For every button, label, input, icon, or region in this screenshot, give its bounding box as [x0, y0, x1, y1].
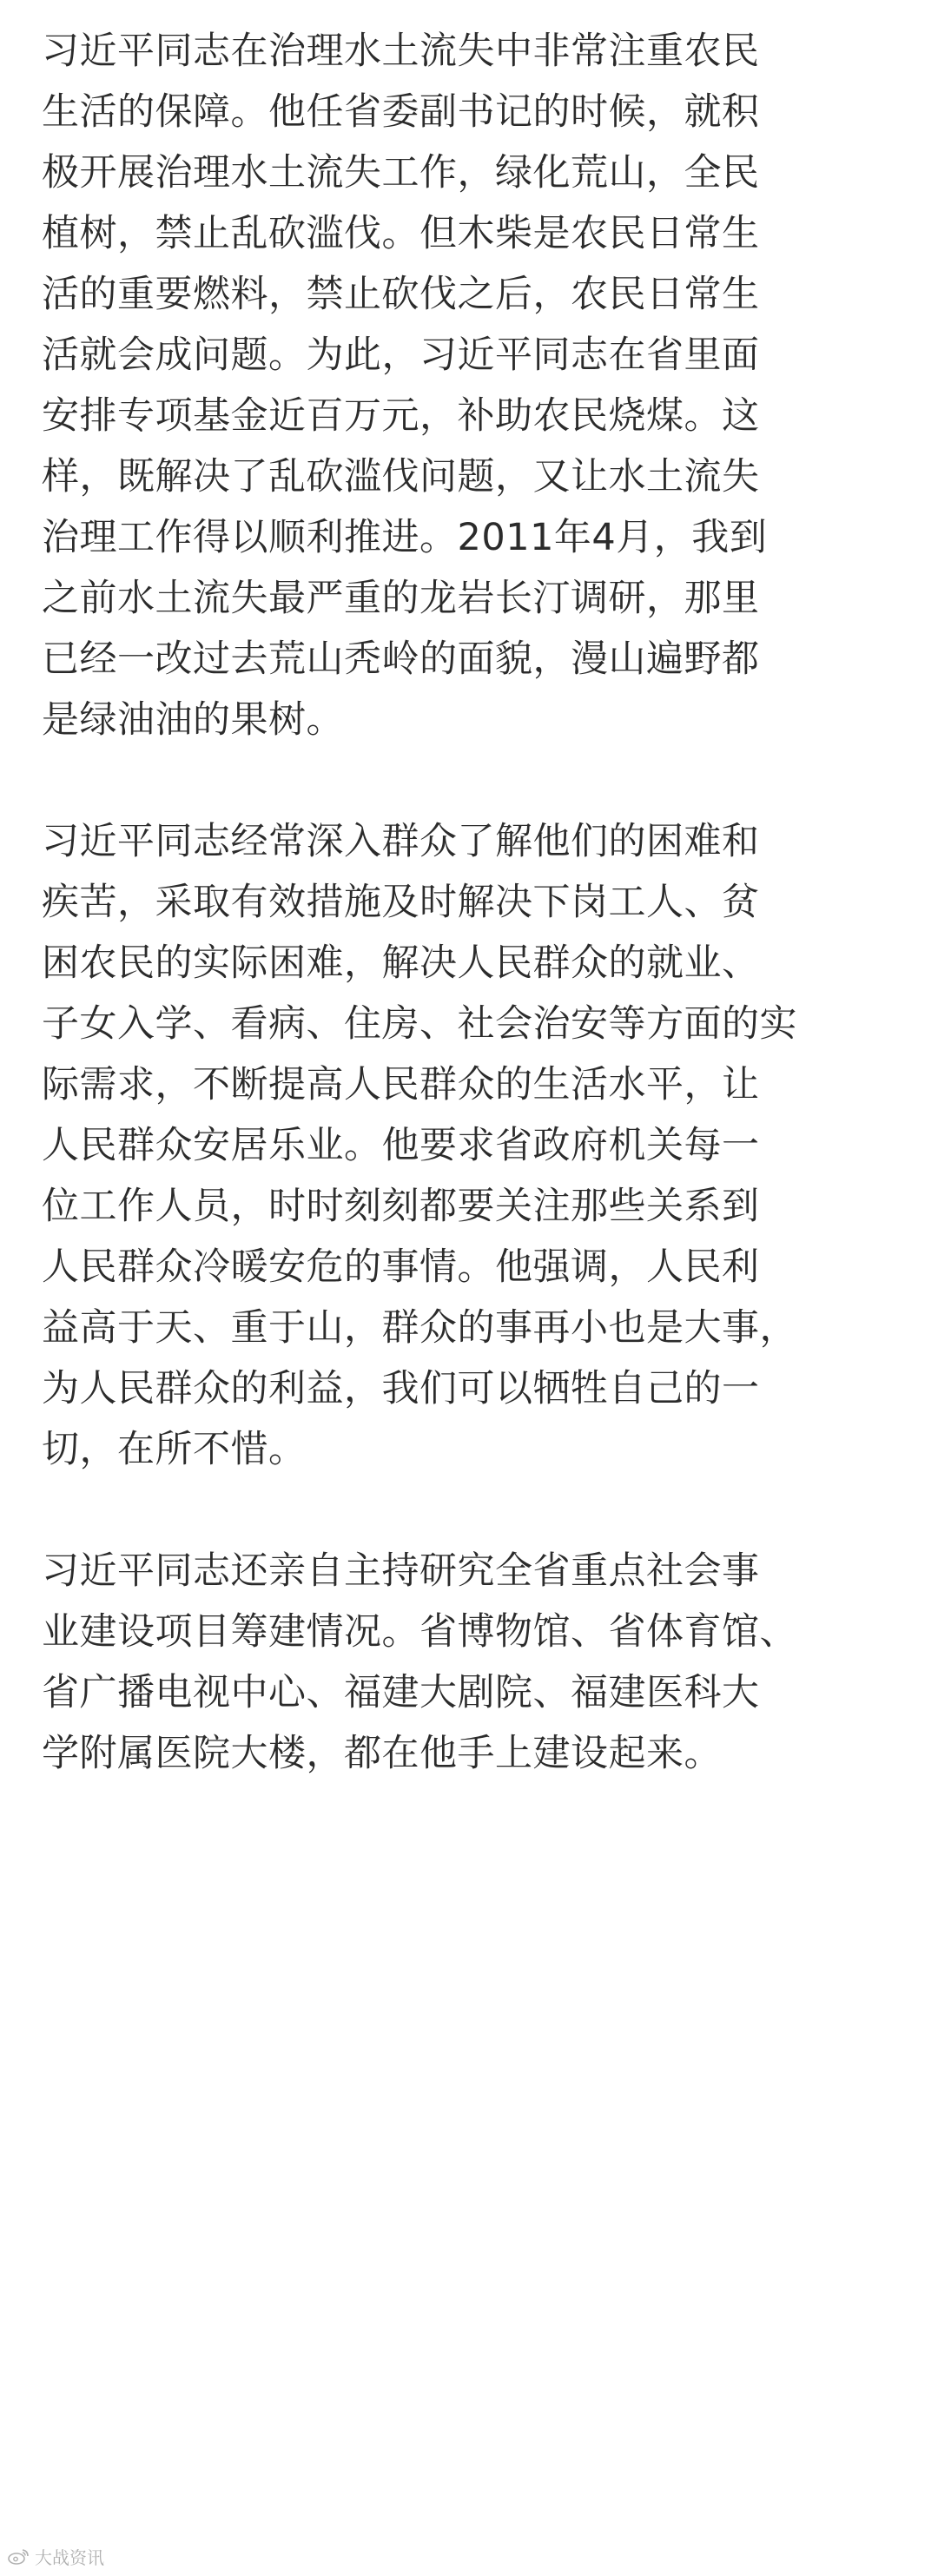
text-line: 人民群众冷暖安危的事情。他强调，人民利 [42, 1245, 760, 1289]
text-line: 益高于天、重于山，群众的事再小也是大事， [42, 1306, 797, 1350]
text-line: 子女入学、看病、住房、社会治安等方面的实 [42, 1002, 797, 1046]
paragraph-spacer [42, 1480, 910, 1541]
text-line: 人民群众安居乐业。他要求省政府机关每一 [42, 1124, 760, 1167]
text-line: 为人民群众的利益，我们可以牺牲自己的一 [42, 1367, 760, 1410]
text-line: 习近平同志还亲自主持研究全省重点社会事 [42, 1549, 760, 1593]
text-line: 之前水土流失最严重的龙岩长汀调研，那里 [42, 577, 760, 620]
text-line: 困农民的实际困难，解决人民群众的就业、 [42, 941, 760, 985]
watermark [7, 2544, 104, 2569]
text-line: 学附属医院大楼，都在他手上建设起来。 [42, 1732, 722, 1775]
text-line: 省广播电视中心、福建大剧院、福建医科大 [42, 1671, 760, 1714]
text-line: 已经一改过去荒山秃岭的面貌，漫山遍野都 [42, 637, 760, 681]
text-line: 活的重要燃料，禁止砍伐之后，农民日常生 [42, 273, 760, 316]
text-line: 极开展治理水土流失工作，绿化荒山，全民 [42, 151, 760, 195]
text-line: 习近平同志在治理水土流失中非常注重农民 [42, 30, 760, 73]
text-line: 植树，禁止乱砍滥伐。但木柴是农民日常生 [42, 212, 760, 255]
text-line: 生活的保障。他任省委副书记的时候，就积 [42, 90, 760, 134]
paragraph-1 [42, 21, 910, 750]
text-line: 际需求，不断提高人民群众的生活水平，让 [42, 1063, 760, 1106]
text-line: 样，既解决了乱砍滥伐问题，又让水土流失 [42, 455, 760, 499]
text-line: 活就会成问题。为此，习近平同志在省里面 [42, 334, 760, 377]
paragraph-3 [42, 1541, 910, 1784]
text-line: 业建设项目筹建情况。省博物馆、省体育馆、 [42, 1610, 797, 1654]
text-line: 治理工作得以顺利推进。2011年4月，我到 [42, 516, 768, 559]
watermark-text: 大战资讯 [35, 2547, 104, 2568]
paragraph-spacer [42, 750, 910, 811]
paragraph-2 [42, 811, 910, 1480]
text-line: 安排专项基金近百万元，补助农民烧煤。这 [42, 394, 760, 438]
text-line: 位工作人员，时时刻刻都要关注那些关系到 [42, 1185, 760, 1228]
text-line: 是绿油油的果树。 [42, 698, 344, 742]
weibo-logo-icon [7, 2548, 30, 2566]
article-body [42, 21, 910, 1784]
text-line: 切，在所不惜。 [42, 1428, 307, 1471]
text-line: 疾苦，采取有效措施及时解决下岗工人、贫 [42, 881, 760, 924]
text-line: 习近平同志经常深入群众了解他们的困难和 [42, 820, 760, 863]
